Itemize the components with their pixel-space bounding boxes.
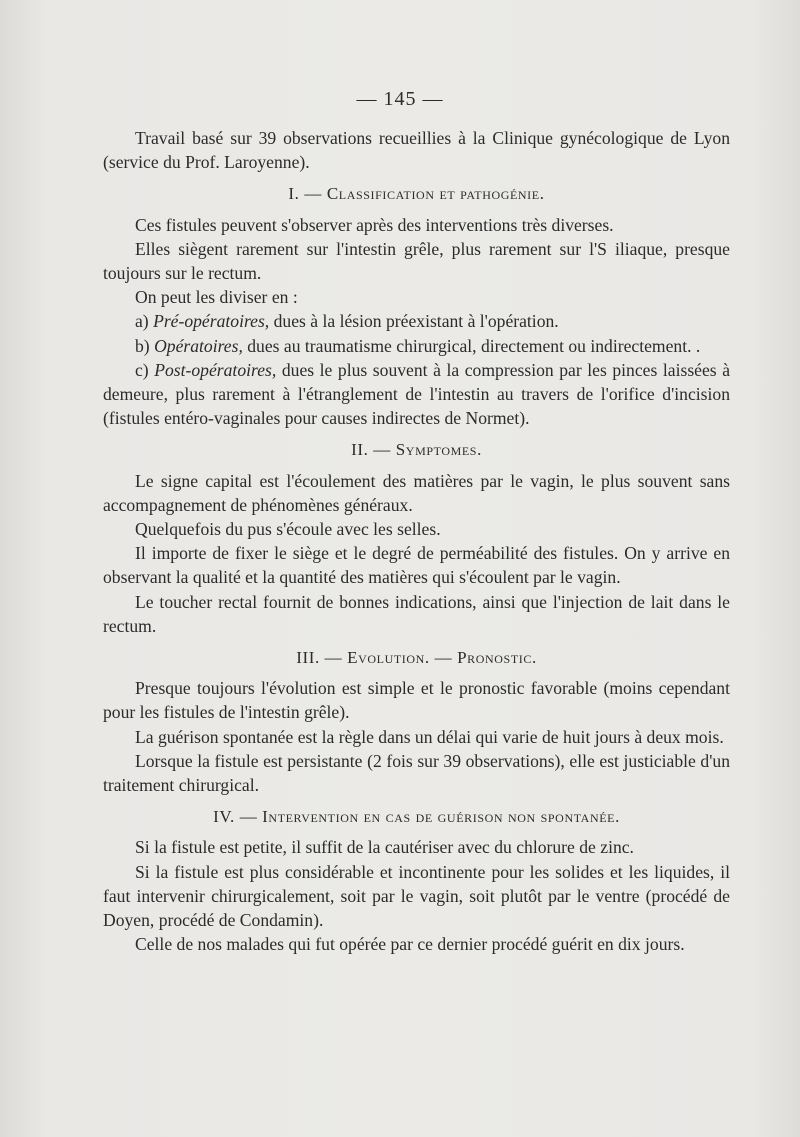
section-1-title: Classification et pathogénie. [326, 184, 545, 204]
list-item-b-text: dues au traumatisme chirurgical, directement ou indirectement. . [247, 335, 701, 356]
list-item-b-term: Opératoires, [154, 335, 243, 356]
section-1-number: I. — [288, 184, 322, 204]
section-4-number: IV. — [213, 807, 258, 827]
section-3-title-a: Evolution. [347, 648, 430, 668]
list-item-c-text: dues le plus souvent à la compression par les pinces laissées à demeure, plus rarement à l'étranglement de l'intestin au travers de l'orifice d'incision (fistules entéro-vaginales pour causes indirectes de Normet). [103, 359, 731, 429]
list-item-a-prefix: a) [135, 311, 149, 332]
section-2-heading [103, 438, 730, 462]
page-number: — 145 — [356, 88, 444, 110]
section-1-paragraph-1: Ces fistules peuvent s'observer après des interventions très diverses. [135, 214, 614, 235]
section-1-heading [103, 182, 730, 206]
section-3-number: III. — [296, 648, 343, 668]
section-4-heading [103, 805, 730, 829]
section-3-heading [103, 646, 730, 670]
list-item-b-prefix: b) [135, 335, 150, 356]
section-2-paragraph-1: Le signe capital est l'écoulement des matières par le vagin, le plus souvent sans accompagnement de phénomènes généraux. [103, 470, 730, 515]
section-3-paragraph-1: Presque toujours l'évolution est simple et le pronostic favorable (moins cependant pour les fistules de l'intestin grêle). [103, 678, 730, 723]
section-3-title-b: Pronostic. [457, 648, 537, 668]
list-item-c [103, 358, 730, 431]
section-3-paragraph-2: La guérison spontanée est la règle dans un délai qui varie de huit jours à deux mois. [135, 726, 724, 747]
section-4-title: Intervention en cas de guérison non spontanée. [262, 807, 620, 827]
section-4-paragraph-1: Si la fistule est petite, il suffit de la cautériser avec du chlorure de zinc. [135, 837, 634, 858]
section-3-separator: — [434, 648, 453, 668]
section-2-number: II. — [351, 440, 391, 460]
section-1-paragraph-3: On peut les diviser en : [135, 287, 298, 308]
section-2-paragraph-2: Quelquefois du pus s'écoule avec les selles. [135, 519, 441, 540]
list-item-a-term: Pré-opératoires, [153, 311, 270, 332]
body-text [103, 126, 730, 957]
section-4-paragraph-3: Celle de nos malades qui fut opérée par ce dernier procédé guérit en dix jours. [135, 934, 685, 955]
list-item-c-term: Post-opératoires, [154, 359, 277, 380]
section-3-paragraph-3: Lorsque la fistule est persistante (2 fois sur 39 observations), elle est justiciable d'un traitement chirurgical. [103, 750, 730, 796]
list-item-c-prefix: c) [135, 359, 149, 380]
section-2-paragraph-4: Le toucher rectal fournit de bonnes indications, ainsi que l'injection de lait dans le rectum. [103, 591, 730, 636]
list-item-a-text: dues à la lésion préexistant à l'opération. [273, 311, 559, 332]
section-2-paragraph-3: Il importe de fixer le siège et le degré de perméabilité des fistules. On y arrive en observant la qualité et la quantité des matières qui s'écoulent par le vagin. [103, 543, 730, 588]
section-1-paragraph-2: Elles siègent rarement sur l'intestin grêle, plus rarement sur l'S iliaque, presque toujours sur le rectum. [103, 238, 730, 284]
intro-paragraph: Travail basé sur 39 observations recueillies à la Clinique gynécologique de Lyon (service du Prof. Laroyenne). [103, 128, 730, 173]
list-item-b [103, 334, 730, 358]
list-item-a [103, 309, 730, 333]
section-4-paragraph-2: Si la fistule est plus considérable et incontinente pour les solides et les liquides, il faut intervenir chirurgicalement, soit par le vagin, soit plutôt par le ventre (procédé de Doyen, procédé de Condamin). [103, 861, 730, 931]
section-2-title: Symptomes. [395, 440, 482, 460]
